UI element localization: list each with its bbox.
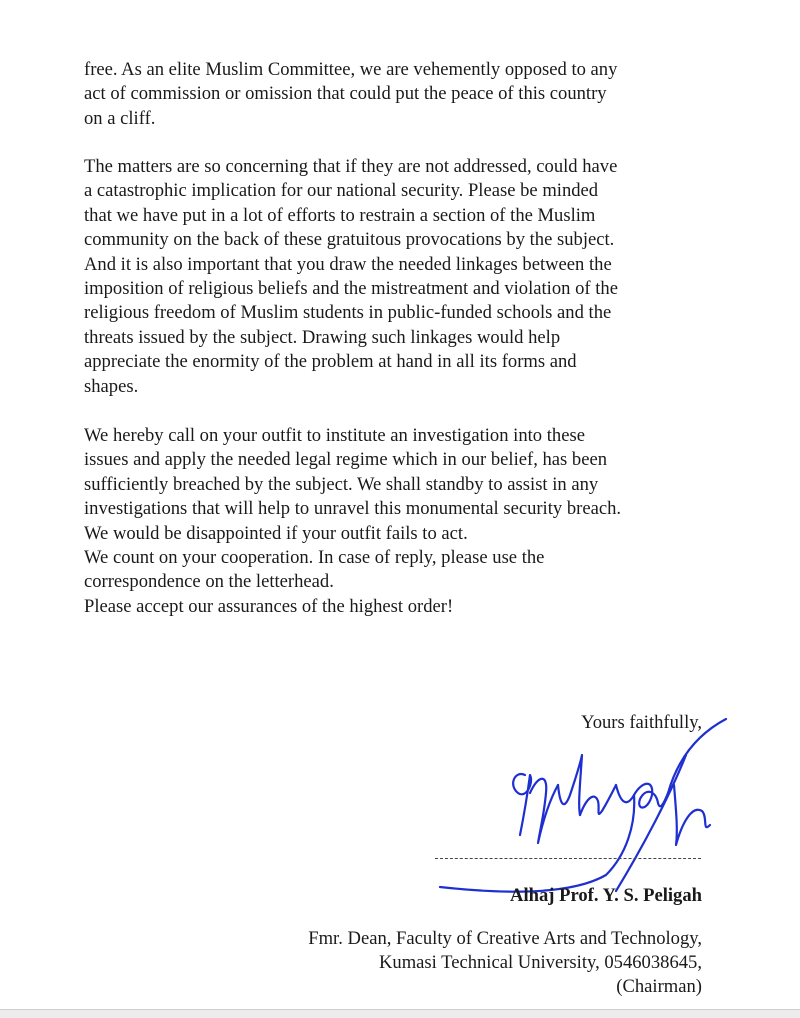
paragraph-2 (84, 155, 702, 399)
paragraph-3-line: correspondence on the letterhead. (84, 571, 334, 593)
paragraph-2-line: appreciate the enormity of the problem at hand in all its forms and (84, 351, 577, 373)
paragraph-3-line: issues and apply the needed legal regime which in our belief, has been (84, 449, 608, 471)
paragraph-2-line: religious freedom of Muslim students in public-funded schools and the (84, 302, 612, 324)
paragraph-3-line: Please accept our assurances of the highest order! (84, 595, 454, 617)
paragraph-2-line: that we have put in a lot of efforts to restrain a section of the Muslim (84, 204, 596, 226)
paragraph-2-line: The matters are so concerning that if they are not addressed, could have (84, 156, 618, 177)
paragraph-3-line: investigations that will help to unravel this monumental security breach. (84, 498, 622, 520)
signer-role: (Chairman) (616, 976, 702, 998)
paragraph-2-line: a catastrophic implication for our national security. Please be minded (84, 180, 599, 202)
paragraph-2-line: imposition of religious beliefs and the mistreatment and violation of the (84, 278, 618, 300)
paragraph-3-line: sufficiently breached by the subject. We shall standby to assist in any (84, 473, 599, 495)
signer-title-line: Fmr. Dean, Faculty of Creative Arts and Technology, (308, 928, 702, 949)
signer-name: Alhaj Prof. Y. S. Peligah (510, 885, 702, 906)
paragraph-2-line: shapes. (84, 375, 139, 397)
signer-affiliation-line: Kumasi Technical University, 0546038645, (378, 952, 702, 974)
paragraph-1 (84, 58, 702, 131)
paragraph-2-line: And it is also important that you draw the needed linkages between the (84, 253, 612, 275)
paragraph-2-line: community on the back of these gratuitous provocations by the subject. (84, 229, 615, 251)
paragraph-3-line: We would be disappointed if your outfit fails to act. (84, 522, 468, 544)
paragraph-3-line: We count on your cooperation. In case of reply, please use the (84, 547, 545, 569)
paragraph-1-line: on a cliff. (84, 107, 156, 129)
closing-salutation: Yours faithfully, (581, 712, 702, 733)
paragraph-3 (84, 424, 702, 619)
paragraph-1-line: act of commission or omission that could put the peace of this country (84, 83, 607, 105)
signer-details (308, 927, 702, 1000)
page-bottom-edge (0, 1009, 800, 1018)
signature-icon (430, 715, 730, 895)
paragraph-1-line: free. As an elite Muslim Committee, we are vehemently opposed to any (84, 59, 618, 80)
paragraph-2-line: threats issued by the subject. Drawing such linkages would help (84, 326, 561, 348)
paragraph-3-line: We hereby call on your outfit to institute an investigation into these (84, 425, 585, 446)
signature-line (435, 858, 701, 859)
